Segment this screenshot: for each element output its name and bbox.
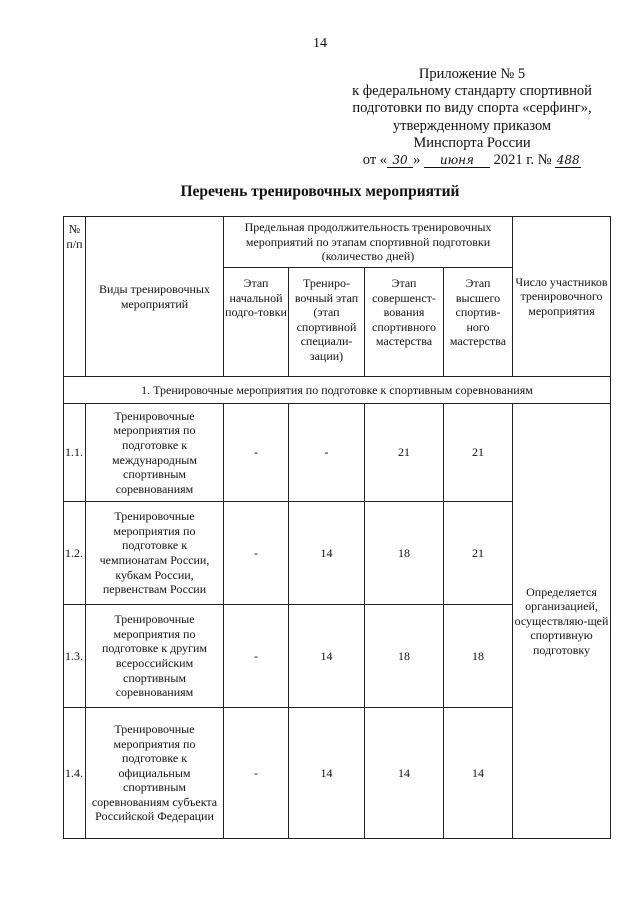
appendix-line-ministry: Минспорта России xyxy=(413,134,531,151)
handwritten-day: 30 xyxy=(387,154,413,168)
row-name: Тренировочные мероприятия по подготовке к международным спортивным соревнованиям xyxy=(86,404,224,502)
cell-initial: - xyxy=(224,605,289,708)
cell-highest: 14 xyxy=(444,708,513,839)
row-number: 1.2. xyxy=(64,502,86,605)
row-name: Тренировочные мероприятия по подготовке к другим всероссийским спортивным соревнованиям xyxy=(86,605,224,708)
row-number: 1.4. xyxy=(64,708,86,839)
row-number: 1.1. xyxy=(64,404,86,502)
date-prefix: от « xyxy=(362,152,388,169)
appendix-line-order: утвержденному приказом xyxy=(392,117,552,134)
appendix-line-sport: подготовки по виду спорта «серфинг», xyxy=(352,100,592,117)
handwritten-order-number: 488 xyxy=(556,153,580,168)
appendix-date-line xyxy=(336,152,608,169)
appendix-title: Приложение № 5 xyxy=(418,66,526,82)
cell-highest: 21 xyxy=(444,502,513,605)
cell-improvement: 18 xyxy=(365,502,444,605)
header-stage-improvement: Этап совершенст-вования спортивного мастерства xyxy=(365,268,444,377)
appendix-line-standard: к федеральному стандарту спортивной xyxy=(352,83,592,100)
cell-initial: - xyxy=(224,708,289,839)
header-participants: Число участников тренировочного мероприятия xyxy=(513,217,611,377)
cell-highest: 21 xyxy=(444,404,513,502)
document-title: Перечень тренировочных мероприятий xyxy=(180,183,460,200)
cell-training: 14 xyxy=(289,708,365,839)
cell-initial: - xyxy=(224,502,289,605)
table-row xyxy=(64,404,611,502)
cell-improvement: 14 xyxy=(365,708,444,839)
date-mid: » xyxy=(413,152,421,169)
cell-training: - xyxy=(289,404,365,502)
date-year: 2021 г. № xyxy=(493,152,552,169)
cell-highest: 18 xyxy=(444,605,513,708)
page-number: 14 xyxy=(313,36,327,51)
cell-improvement: 18 xyxy=(365,605,444,708)
appendix-header xyxy=(336,66,608,169)
header-types: Виды тренировочных мероприятий xyxy=(86,217,224,377)
training-measures-table xyxy=(63,216,611,839)
header-stage-highest: Этап высшего спортив-ного мастерства xyxy=(444,268,513,377)
header-stage-initial: Этап начальной подго-товки xyxy=(224,268,289,377)
row-number: 1.3. xyxy=(64,605,86,708)
cell-training: 14 xyxy=(289,605,365,708)
header-stage-training: Трениро-вочный этап (этап спортивной специали-зации) xyxy=(289,268,365,377)
cell-improvement: 21 xyxy=(365,404,444,502)
row-name: Тренировочные мероприятия по подготовке к официальным спортивным соревнованиям субъекта Российской Федерации xyxy=(86,708,224,839)
cell-training: 14 xyxy=(289,502,365,605)
row-name: Тренировочные мероприятия по подготовке к чемпионатам России, кубкам России, первенствам России xyxy=(86,502,224,605)
handwritten-month: июня xyxy=(424,154,490,168)
cell-initial: - xyxy=(224,404,289,502)
header-num: № п/п xyxy=(64,217,86,377)
header-duration-group: Предельная продолжительность тренировочных мероприятий по этапам спортивной подготовки (количество дней) xyxy=(224,217,513,268)
participants-note: Определяется организацией, осуществляю-щей спортивную подготовку xyxy=(513,404,611,839)
section-heading: 1. Тренировочные мероприятия по подготовке к спортивным соревнованиям xyxy=(64,377,611,404)
